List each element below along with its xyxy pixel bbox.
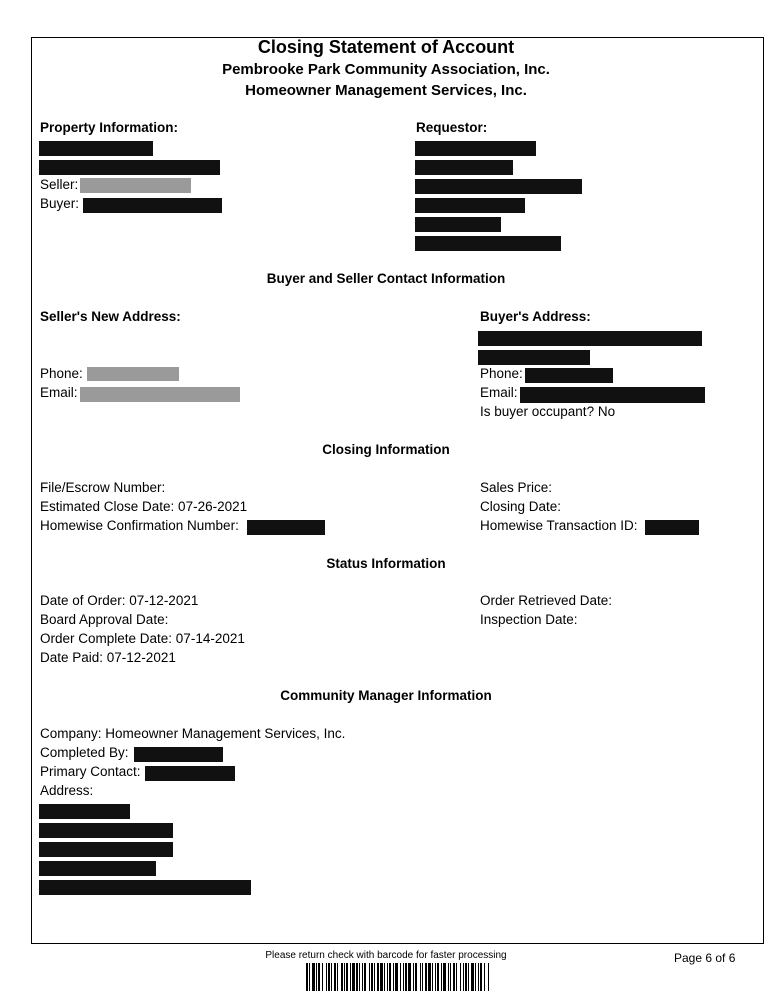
barcode xyxy=(306,963,492,991)
sales-price: Sales Price: xyxy=(480,480,553,495)
redaction-block xyxy=(39,880,251,895)
redaction-block xyxy=(80,387,240,402)
page-number: Page 6 of 6 xyxy=(674,951,736,965)
association-name: Pembrooke Park Community Association, Inc. xyxy=(222,61,550,78)
status-section-heading: Status Information xyxy=(326,556,446,571)
redaction-block xyxy=(247,520,325,535)
buyer-occupant-text: Is buyer occupant? No xyxy=(480,404,616,419)
order-retrieved-date: Order Retrieved Date: xyxy=(480,593,613,608)
seller-phone-label: Phone: xyxy=(40,366,83,381)
manager-section-heading: Community Manager Information xyxy=(280,688,492,703)
redaction-block xyxy=(415,179,582,194)
seller-new-address-heading: Seller's New Address: xyxy=(40,309,181,324)
confirmation-number-label: Homewise Confirmation Number: xyxy=(40,518,239,533)
redaction-block xyxy=(645,520,699,535)
redaction-block xyxy=(39,842,173,857)
date-paid: Date Paid: 07-12-2021 xyxy=(40,650,176,665)
redaction-block xyxy=(415,198,525,213)
redaction-block xyxy=(525,368,613,383)
management-company: Homeowner Management Services, Inc. xyxy=(245,82,527,99)
redaction-block xyxy=(80,178,191,193)
buyer-phone-label: Phone: xyxy=(480,366,523,381)
date-of-order: Date of Order: 07-12-2021 xyxy=(40,593,199,608)
buyer-email-label: Email: xyxy=(480,385,518,400)
contact-section-heading: Buyer and Seller Contact Information xyxy=(266,271,506,286)
redaction-block xyxy=(39,823,173,838)
closing-date: Closing Date: xyxy=(480,499,562,514)
redaction-block xyxy=(39,804,130,819)
redaction-block xyxy=(520,387,705,403)
redaction-block xyxy=(478,331,702,346)
manager-company: Company: Homeowner Management Services, Inc. xyxy=(40,726,346,741)
board-approval-date: Board Approval Date: xyxy=(40,612,169,627)
redaction-block xyxy=(39,160,220,175)
redaction-block xyxy=(39,861,156,876)
file-escrow-number: File/Escrow Number: xyxy=(40,480,166,495)
seller-label: Seller: xyxy=(40,177,79,192)
buyer-label: Buyer: xyxy=(40,196,80,211)
document-title: Closing Statement of Account xyxy=(257,37,515,57)
primary-contact-label: Primary Contact: xyxy=(40,764,141,779)
property-info-heading: Property Information: xyxy=(40,120,179,135)
redaction-block xyxy=(145,766,235,781)
order-complete-date: Order Complete Date: 07-14-2021 xyxy=(40,631,245,646)
redaction-block xyxy=(39,141,153,156)
redaction-block xyxy=(415,217,501,232)
redaction-block xyxy=(415,160,513,175)
inspection-date: Inspection Date: xyxy=(480,612,578,627)
redaction-block xyxy=(415,141,536,156)
transaction-id-label: Homewise Transaction ID: xyxy=(480,518,638,533)
redaction-block xyxy=(415,236,561,251)
seller-email-label: Email: xyxy=(40,385,78,400)
estimated-close-date: Estimated Close Date: 07-26-2021 xyxy=(40,499,248,514)
requestor-heading: Requestor: xyxy=(416,120,488,135)
address-label: Address: xyxy=(40,783,94,798)
barcode-note: Please return check with barcode for faster processing xyxy=(265,950,507,961)
redaction-block xyxy=(83,198,222,213)
redaction-block xyxy=(87,367,179,381)
closing-section-heading: Closing Information xyxy=(322,442,450,457)
redaction-block xyxy=(134,747,223,762)
buyer-address-heading: Buyer's Address: xyxy=(480,309,591,324)
redaction-block xyxy=(478,350,590,365)
completed-by-label: Completed By: xyxy=(40,745,129,760)
